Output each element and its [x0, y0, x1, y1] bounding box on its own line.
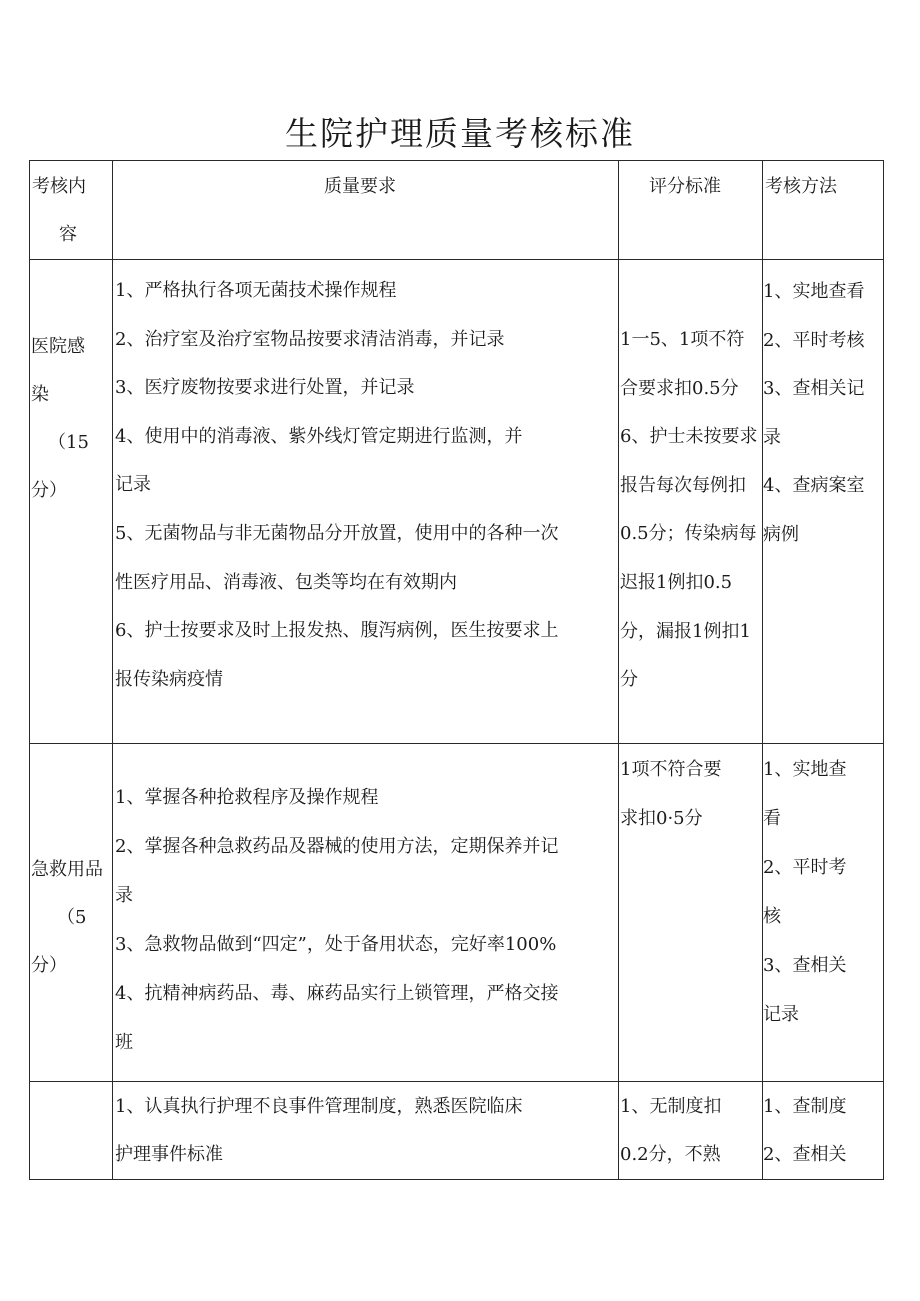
requirement-item: 1、认真执行护理不良事件管理制度，熟悉医院临床: [115, 1096, 523, 1117]
scoring-cell: [619, 260, 763, 744]
scoring-item: 合要求扣0.5分: [620, 377, 739, 399]
scoring-item: 分，漏报1例扣1: [620, 620, 751, 642]
method-item: 记录: [763, 1004, 799, 1025]
category-label: 医院感: [31, 336, 85, 357]
method-item: 1、实地查看: [763, 281, 865, 302]
category-cell: [30, 260, 113, 744]
requirement-item: 记录: [115, 474, 151, 496]
method-item: 看: [763, 808, 781, 829]
category-cell: [30, 1082, 113, 1180]
requirement-item: 护理事件标准: [115, 1144, 223, 1165]
category-label: 急救用品: [31, 859, 103, 880]
standards-table: [29, 160, 884, 1180]
method-item: 3、查相关记: [763, 378, 865, 400]
header-scoring-label: 评分标准: [649, 176, 721, 197]
method-item: 录: [763, 426, 781, 448]
scoring-item: 分: [620, 669, 638, 691]
method-item: 1、查制度: [763, 1096, 847, 1117]
method-cell: [763, 260, 884, 744]
category-label-cont: 染: [31, 384, 49, 405]
table-row: [30, 1082, 884, 1180]
category-score-unit: 分）: [31, 955, 67, 976]
header-requirements-label: 质量要求: [324, 176, 396, 197]
scoring-item: 1项不符合要: [620, 759, 722, 780]
scoring-item: 求扣0·5分: [620, 808, 703, 829]
method-item: 2、平时考: [763, 857, 847, 878]
scoring-item: 6、护士未按要求: [620, 426, 758, 448]
header-content-cell: [30, 161, 113, 260]
header-method-label: 考核方法: [765, 176, 837, 197]
header-content-label: 考核内: [32, 176, 86, 197]
header-row: [30, 161, 884, 260]
requirement-item: 报传染病疫情: [115, 668, 223, 690]
scoring-cell: [619, 1082, 763, 1180]
requirements-cell: [113, 744, 619, 1082]
requirement-item: 2、掌握各种急救药品及器械的使用方法，定期保养并记: [115, 836, 559, 857]
category-score-unit: 分）: [31, 480, 67, 501]
method-item: 2、平时考核: [763, 329, 865, 351]
method-item: 3、查相关: [763, 955, 847, 976]
requirement-item: 性医疗用品、消毒液、包类等均在有效期内: [115, 571, 457, 593]
header-requirements-cell: [113, 161, 619, 260]
category-score: （5: [57, 907, 87, 928]
requirement-item: 1、严格执行各项无菌技术操作规程: [115, 280, 397, 301]
requirement-item: 5、无菌物品与非无菌物品分开放置，使用中的各种一次: [115, 522, 559, 544]
header-scoring-cell: [619, 161, 763, 260]
header-content-label-cont: 容: [59, 224, 77, 245]
requirement-item: 6、护士按要求及时上报发热、腹泻病例，医生按要求上: [115, 620, 559, 642]
requirement-item: 3、医疗废物按要求进行处置，并记录: [115, 377, 415, 399]
requirement-item: 班: [115, 1032, 133, 1053]
method-cell: [763, 744, 884, 1082]
requirement-item: 2、治疗室及治疗室物品按要求清洁消毒，并记录: [115, 328, 505, 350]
method-item: 4、查病案室: [763, 475, 865, 497]
scoring-cell: [619, 744, 763, 1082]
scoring-item: 迟报1例扣0.5: [620, 571, 733, 593]
requirement-item: 4、使用中的消毒液、紫外线灯管定期进行监测，并: [115, 425, 523, 447]
requirement-item: 录: [115, 885, 133, 906]
scoring-item: 1一5、1项不符: [620, 329, 745, 350]
page-title: 生院护理质量考核标准: [285, 114, 635, 153]
header-method-cell: [763, 161, 884, 260]
method-cell: [763, 1082, 884, 1180]
requirements-cell: [113, 1082, 619, 1180]
method-item: 核: [763, 906, 781, 927]
scoring-item: 0.2分，不熟: [620, 1144, 721, 1165]
scoring-item: 报告每次每例扣: [620, 474, 746, 496]
table-row: [30, 744, 884, 1082]
requirements-cell: [113, 260, 619, 744]
table-row: [30, 260, 884, 744]
requirement-item: 3、急救物品做到“四定”，处于备用状态，完好率100%: [115, 934, 557, 955]
category-cell: [30, 744, 113, 1082]
requirement-item: 1、掌握各种抢救程序及操作规程: [115, 787, 379, 808]
scoring-item: 1、无制度扣: [620, 1096, 722, 1117]
requirement-item: 4、抗精神病药品、毒、麻药品实行上锁管理，严格交接: [115, 983, 559, 1004]
category-score: （15: [48, 432, 89, 453]
method-item: 2、查相关: [763, 1144, 847, 1165]
method-item: 病例: [763, 523, 799, 545]
scoring-item: 0.5分；传染病每: [620, 523, 757, 545]
method-item: 1、实地查: [763, 759, 847, 780]
